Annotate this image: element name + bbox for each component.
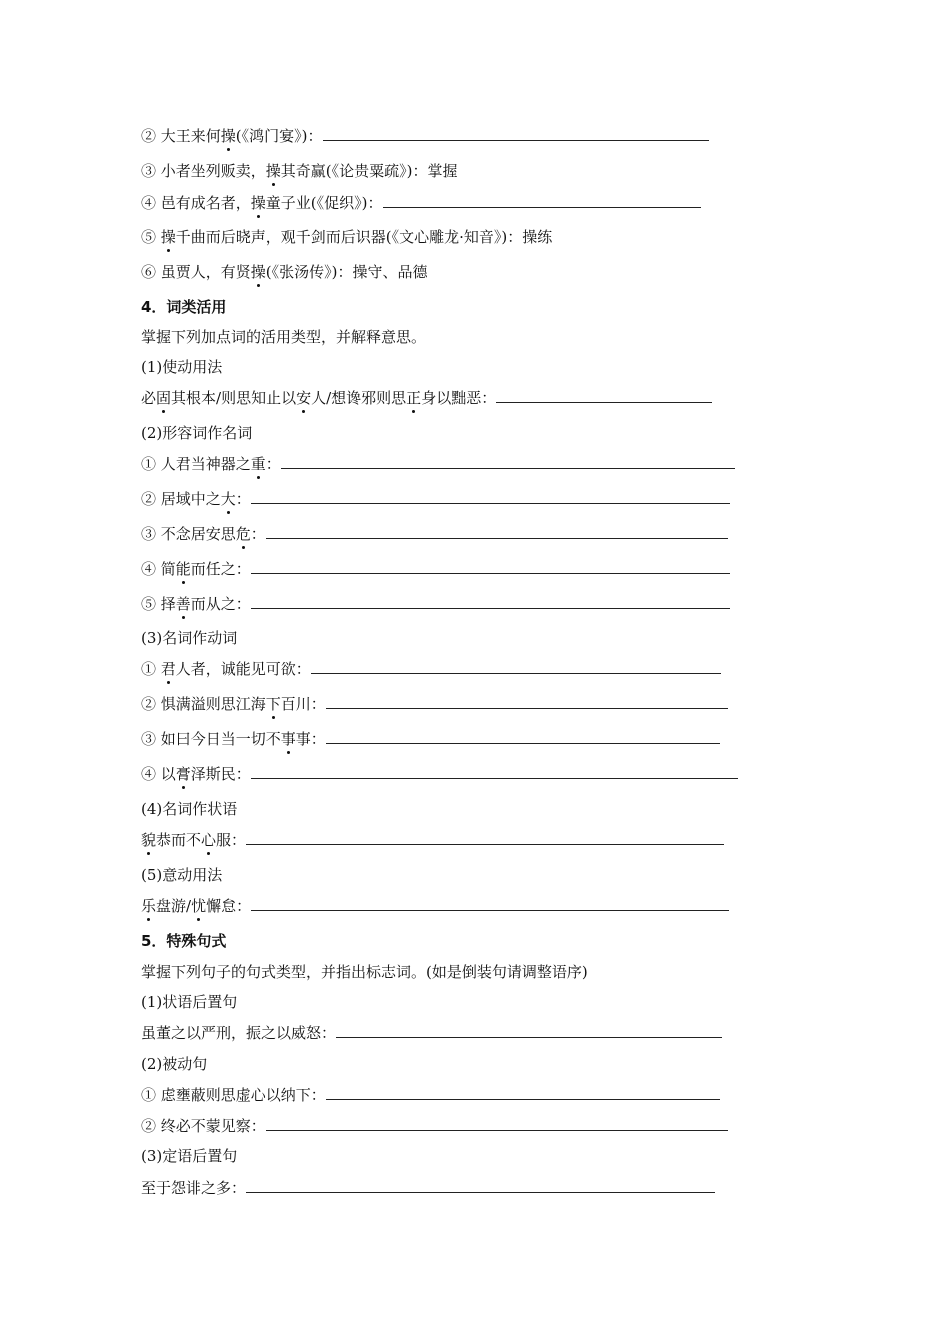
answer-blank[interactable] [326, 1085, 720, 1100]
answer-blank[interactable] [326, 694, 728, 709]
line-text: ② 居域中之 [141, 490, 221, 508]
line-text: 而任之： [190, 560, 251, 578]
exercise-line-5 [141, 227, 552, 247]
section-5-title: 5．特殊句式 [141, 932, 227, 950]
answer-blank[interactable] [266, 1116, 728, 1131]
subheading-noun-verb: (3)名词作动词 [141, 629, 238, 647]
line-text: 身以黜恶： [421, 389, 497, 407]
dotted-character: 忧 [191, 897, 207, 915]
answer-blank[interactable] [251, 594, 730, 609]
dotted-character: 大 [220, 490, 236, 508]
answer-blank[interactable] [281, 454, 735, 469]
section-4-title: 4．词类活用 [141, 298, 227, 316]
line-text: ② 大王来何 [141, 127, 221, 145]
subheading-adj-noun: (2)形容词作名词 [141, 424, 253, 442]
dotted-character: 君 [160, 660, 176, 678]
line-text: 事： [295, 730, 326, 748]
line-text: 懈怠： [206, 897, 252, 915]
line-text: ： [235, 490, 251, 508]
answer-blank[interactable] [266, 524, 728, 539]
dotted-character: 乐 [141, 897, 157, 915]
section-5-instruction: 掌握下列句子的句式类型，并指出标志词。(如是倒装句请调整语序) [141, 963, 588, 981]
adj-noun-item-5 [141, 594, 730, 614]
answer-blank[interactable] [326, 729, 720, 744]
adj-noun-item-3 [141, 524, 728, 544]
causative-line [141, 388, 712, 408]
line-text: ⑤ 择 [141, 595, 176, 613]
line-text: ① 虑壅蔽则思虚心以纳下： [141, 1086, 326, 1104]
line-text: ④ 简 [141, 560, 176, 578]
line-text: 其奇赢(《论贵粟疏》)： [280, 162, 428, 180]
line-text: 童子业(《促织》)： [265, 194, 383, 212]
line-text: 人者，诚能见可欲： [175, 660, 311, 678]
exercise-line-6 [141, 262, 428, 282]
exercise-line-4 [141, 193, 701, 213]
dotted-character: 操 [220, 127, 236, 145]
line-text: 服： [216, 831, 247, 849]
passive-item-1 [141, 1085, 720, 1105]
dotted-character: 心 [201, 831, 217, 849]
answer-blank[interactable] [336, 1023, 722, 1038]
passive-item-2 [141, 1116, 728, 1136]
dotted-character: 事 [280, 730, 296, 748]
putative-line [141, 896, 729, 916]
answer-blank[interactable] [246, 830, 724, 845]
line-text: 至于怨诽之多： [141, 1179, 247, 1197]
answer-blank[interactable] [246, 1178, 715, 1193]
answer-text: 操练 [522, 228, 553, 246]
line-text: 盘游/ [156, 897, 192, 915]
answer-blank[interactable] [251, 764, 738, 779]
line-text: ： [250, 525, 266, 543]
line-text: ① [141, 660, 161, 678]
subheading-putative: (5)意动用法 [141, 866, 223, 884]
dotted-character: 能 [175, 560, 191, 578]
dotted-character: 膏 [175, 765, 191, 783]
answer-text: 掌握 [427, 162, 458, 180]
line-text: ⑤ [141, 228, 161, 246]
line-text: 泽斯民： [190, 765, 251, 783]
line-text: ② 终必不蒙见察： [141, 1117, 266, 1135]
dotted-character: 操 [250, 263, 266, 281]
subheading-attributive-postposed: (3)定语后置句 [141, 1147, 238, 1165]
noun-verb-item-3 [141, 729, 720, 749]
dotted-character: 善 [175, 595, 191, 613]
dotted-character: 操 [265, 162, 281, 180]
line-text: ⑥ 虽贾人，有贤 [141, 263, 251, 281]
answer-blank[interactable] [311, 659, 721, 674]
section-4-instruction: 掌握下列加点词的活用类型，并解释意思。 [141, 328, 427, 346]
line-text: 其根本/则思知止以 [171, 389, 297, 407]
noun-adverbial-line [141, 830, 724, 850]
answer-blank[interactable] [323, 126, 709, 141]
dotted-character: 正 [406, 389, 422, 407]
line-text: ③ 小者坐列贩卖， [141, 162, 266, 180]
line-text: ④ 邑有成名者， [141, 194, 251, 212]
answer-text: 操守、品德 [352, 263, 428, 281]
adj-noun-item-1 [141, 454, 735, 474]
line-text: ③ 如曰今日当一切不 [141, 730, 281, 748]
answer-blank[interactable] [251, 489, 730, 504]
line-text: ① 人君当神器之 [141, 455, 251, 473]
subheading-noun-adverbial: (4)名词作状语 [141, 800, 238, 818]
exercise-line-3 [141, 161, 458, 181]
answer-blank[interactable] [251, 896, 729, 911]
line-text: ② 惧满溢则思江海 [141, 695, 266, 713]
line-text: ： [265, 455, 281, 473]
line-text: (《鸿门宴》)： [235, 127, 323, 145]
answer-blank[interactable] [383, 193, 701, 208]
noun-verb-item-1 [141, 659, 721, 679]
adj-noun-item-4 [141, 559, 730, 579]
adverbial-postposed-line [141, 1023, 722, 1043]
dotted-character: 重 [250, 455, 266, 473]
line-text: 千曲而后晓声，观千剑而后识器(《文心雕龙·知音》)： [175, 228, 523, 246]
subheading-passive: (2)被动句 [141, 1055, 208, 1073]
line-text: 必 [141, 389, 157, 407]
exercise-line-2 [141, 126, 709, 146]
line-text: 人/想谗邪则思 [311, 389, 407, 407]
attributive-postposed-line [141, 1178, 715, 1198]
dotted-character: 貌 [141, 831, 157, 849]
dotted-character: 安 [296, 389, 312, 407]
dotted-character: 危 [235, 525, 251, 543]
line-text: 百川： [280, 695, 326, 713]
dotted-character: 操 [250, 194, 266, 212]
line-text: ③ 不念居安思 [141, 525, 236, 543]
answer-blank[interactable] [496, 388, 712, 403]
answer-blank[interactable] [251, 559, 730, 574]
dotted-character: 下 [265, 695, 281, 713]
line-text: ④ 以 [141, 765, 176, 783]
line-text: (《张汤传》)： [265, 263, 353, 281]
line-text: 虽董之以严刑，振之以威怒： [141, 1024, 337, 1042]
dotted-character: 固 [156, 389, 172, 407]
adj-noun-item-2 [141, 489, 730, 509]
noun-verb-item-2 [141, 694, 728, 714]
subheading-causative: (1)使动用法 [141, 358, 223, 376]
line-text: 恭而不 [156, 831, 202, 849]
dotted-character: 操 [160, 228, 176, 246]
line-text: 而从之： [190, 595, 251, 613]
noun-verb-item-4 [141, 764, 738, 784]
subheading-adverbial-postposed: (1)状语后置句 [141, 993, 238, 1011]
